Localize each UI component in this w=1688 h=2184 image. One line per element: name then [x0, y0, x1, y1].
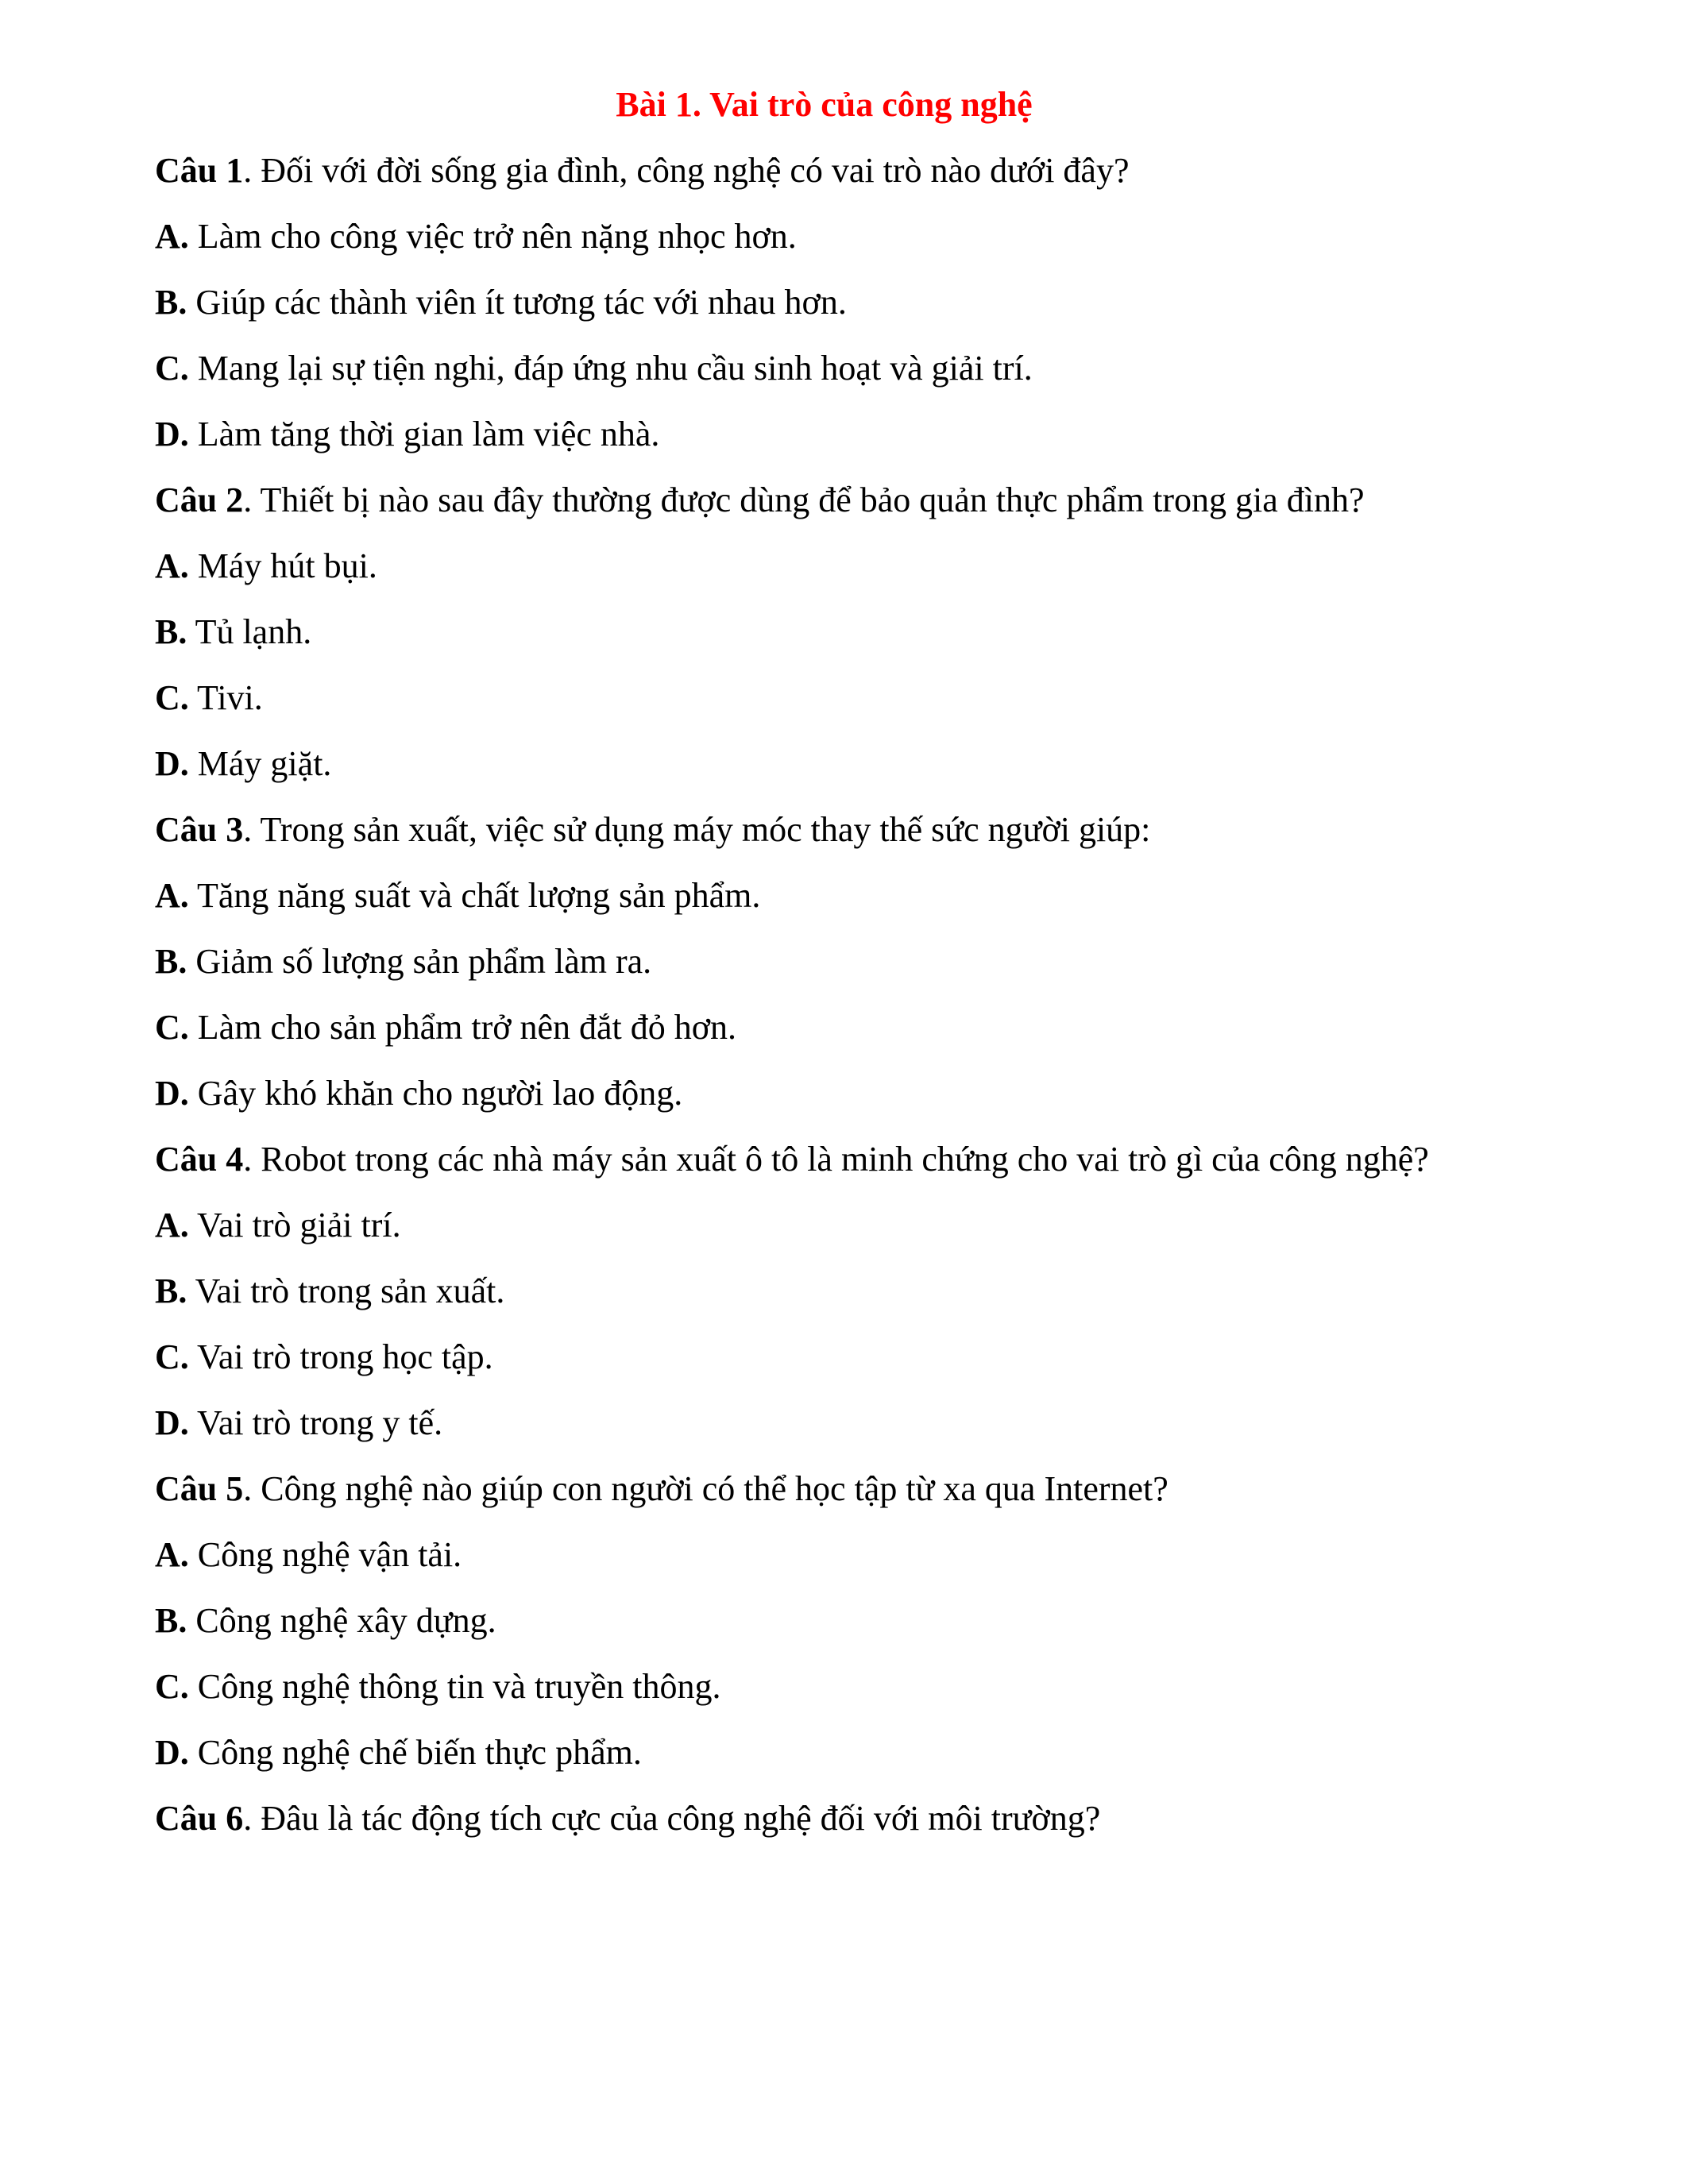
- question-text: . Thiết bị nào sau đây thường được dùng để bảo quản thực phẩm trong gia đình?: [243, 480, 1365, 519]
- question-text: . Robot trong các nhà máy sản xuất ô tô là minh chứng cho vai trò gì của công nghệ?: [243, 1140, 1429, 1179]
- question-number: Câu 2: [155, 480, 244, 519]
- questions-container: [155, 137, 1493, 1851]
- option-letter: A.: [155, 876, 189, 915]
- document-title: Bài 1. Vai trò của công nghệ: [616, 85, 1033, 124]
- answer-option-d: [155, 731, 1493, 797]
- option-text: Giúp các thành viên ít tương tác với nhau hơn.: [187, 283, 847, 322]
- question-number: Câu 3: [155, 810, 244, 849]
- answer-option-a: [155, 533, 1493, 599]
- answer-option-d: [155, 1719, 1493, 1785]
- question-line: [155, 797, 1493, 862]
- question-text: . Công nghệ nào giúp con người có thể học tập từ xa qua Internet?: [243, 1469, 1168, 1508]
- answer-option-b: [155, 928, 1493, 994]
- question-line: [155, 1126, 1493, 1192]
- answer-option-d: [155, 401, 1493, 467]
- question-number: Câu 5: [155, 1469, 244, 1508]
- answer-option-d: [155, 1390, 1493, 1456]
- option-letter: C.: [155, 678, 189, 717]
- question-line: [155, 1456, 1493, 1522]
- option-text: Máy hút bụi.: [188, 546, 377, 585]
- option-letter: C.: [155, 1667, 189, 1706]
- option-letter: A.: [155, 1535, 189, 1574]
- option-text: Vai trò trong sản xuất.: [187, 1271, 505, 1310]
- answer-option-b: [155, 599, 1493, 665]
- option-letter: A.: [155, 546, 189, 585]
- option-letter: B.: [155, 1271, 187, 1310]
- answer-option-d: [155, 1060, 1493, 1126]
- question-number: Câu 6: [155, 1799, 244, 1838]
- option-letter: A.: [155, 1206, 189, 1244]
- question-number: Câu 1: [155, 151, 244, 190]
- answer-option-b: [155, 1258, 1493, 1324]
- option-text: Công nghệ vận tải.: [188, 1535, 462, 1574]
- option-text: Mang lại sự tiện nghi, đáp ứng nhu cầu sinh hoạt và giải trí.: [188, 349, 1033, 388]
- option-text: Máy giặt.: [188, 744, 332, 783]
- option-letter: D.: [155, 1074, 189, 1113]
- option-letter: C.: [155, 1008, 189, 1047]
- question-text: . Đối với đời sống gia đình, công nghệ có vai trò nào dưới đây?: [243, 151, 1130, 190]
- question-text: . Đâu là tác động tích cực của công nghệ đối với môi trường?: [243, 1799, 1101, 1838]
- question-line: [155, 467, 1493, 533]
- answer-option-a: [155, 1522, 1493, 1588]
- option-letter: D.: [155, 1733, 189, 1772]
- option-text: Tivi.: [188, 678, 263, 717]
- option-text: Gây khó khăn cho người lao động.: [188, 1074, 683, 1113]
- answer-option-c: [155, 665, 1493, 731]
- answer-option-b: [155, 269, 1493, 335]
- answer-option-c: [155, 1324, 1493, 1390]
- option-letter: B.: [155, 1601, 187, 1640]
- option-letter: C.: [155, 1337, 189, 1376]
- option-text: Tủ lạnh.: [187, 612, 312, 651]
- answer-option-c: [155, 994, 1493, 1060]
- question-text: . Trong sản xuất, việc sử dụng máy móc thay thế sức người giúp:: [243, 810, 1151, 849]
- option-letter: B.: [155, 283, 187, 322]
- option-text: Công nghệ thông tin và truyền thông.: [188, 1667, 721, 1706]
- option-text: Vai trò trong y tế.: [188, 1403, 443, 1442]
- answer-option-c: [155, 1653, 1493, 1719]
- option-text: Công nghệ xây dựng.: [187, 1601, 496, 1640]
- option-letter: B.: [155, 942, 187, 981]
- option-text: Giảm số lượng sản phẩm làm ra.: [187, 942, 652, 981]
- question-line: [155, 1785, 1493, 1851]
- option-text: Làm cho công việc trở nên nặng nhọc hơn.: [188, 217, 797, 256]
- option-text: Vai trò giải trí.: [188, 1206, 401, 1244]
- option-letter: D.: [155, 415, 189, 453]
- option-text: Làm cho sản phẩm trở nên đắt đỏ hơn.: [188, 1008, 737, 1047]
- option-letter: A.: [155, 217, 189, 256]
- question-number: Câu 4: [155, 1140, 244, 1179]
- answer-option-b: [155, 1588, 1493, 1653]
- option-text: Tăng năng suất và chất lượng sản phẩm.: [188, 876, 761, 915]
- answer-option-a: [155, 203, 1493, 269]
- option-text: Công nghệ chế biến thực phẩm.: [188, 1733, 642, 1772]
- option-text: Vai trò trong học tập.: [188, 1337, 493, 1376]
- answer-option-a: [155, 1192, 1493, 1258]
- option-letter: D.: [155, 1403, 189, 1442]
- option-letter: D.: [155, 744, 189, 783]
- question-line: [155, 137, 1493, 203]
- option-letter: B.: [155, 612, 187, 651]
- answer-option-c: [155, 335, 1493, 401]
- option-text: Làm tăng thời gian làm việc nhà.: [188, 415, 660, 453]
- option-letter: C.: [155, 349, 189, 388]
- answer-option-a: [155, 862, 1493, 928]
